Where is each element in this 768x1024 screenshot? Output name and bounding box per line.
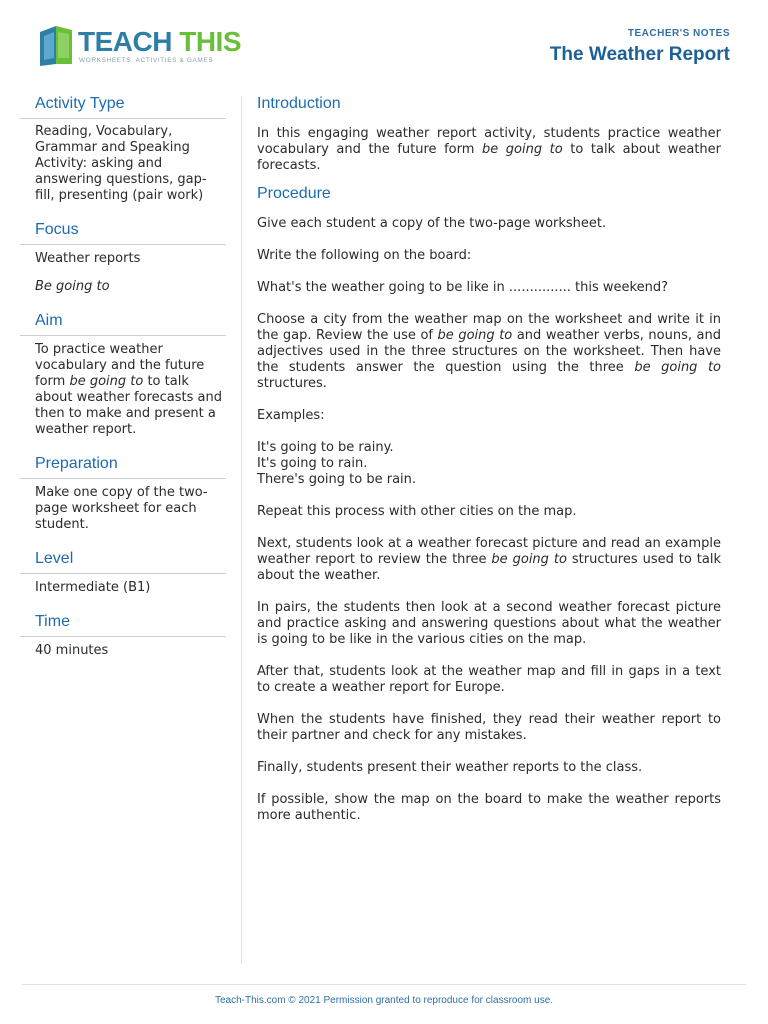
- introduction-text: In this engaging weather report activity, students practice weather vocabulary and the future form be going to to talk about weather forecasts.: [257, 126, 721, 173]
- main-content: [257, 94, 721, 840]
- procedure-paragraph: If possible, show the map on the board to make the weather reports more authentic.: [257, 792, 721, 823]
- procedure-paragraph: In pairs, the students then look at a second weather forecast picture and practice asking and answering questions about what the weather is going to be like in the various cities on the map.: [257, 600, 721, 647]
- time-heading: Time: [20, 612, 226, 637]
- activity-type-text: Reading, Vocabulary, Grammar and Speaking Activity: asking and answering questions, gap-fill, presenting (pair work): [35, 124, 207, 203]
- procedure-paragraph: After that, students look at the weather map and fill in gaps in a text to create a weather report for Europe.: [257, 664, 721, 695]
- aim-text: To practice weather vocabulary and the future form be going to to talk about weather forecasts and then to make and present a weather report.: [35, 342, 222, 437]
- procedure-heading: Procedure: [257, 185, 331, 202]
- example-sentence: It's going to rain.: [257, 456, 368, 471]
- board-question: What's the weather going to be like in ............... this weekend?: [257, 280, 668, 295]
- procedure-paragraph: Next, students look at a weather forecast picture and read an example weather report to review the three be going to structures used to talk about the weather.: [257, 536, 721, 583]
- preparation-heading: Preparation: [20, 454, 226, 479]
- focus-heading: Focus: [20, 220, 226, 245]
- procedure-paragraph: Repeat this process with other cities on the map.: [257, 504, 577, 519]
- time-section: [20, 612, 226, 659]
- procedure-paragraph: Finally, students present their weather reports to the class.: [257, 760, 643, 775]
- procedure-paragraph: Write the following on the board:: [257, 248, 472, 263]
- logo-wordmark: [78, 26, 241, 58]
- logo-tagline: WORKSHEETS, ACTIVITIES & GAMES: [79, 57, 214, 64]
- focus-item: Be going to: [35, 279, 110, 294]
- sidebar: [20, 94, 226, 675]
- procedure-paragraph: Give each student a copy of the two-page worksheet.: [257, 216, 607, 231]
- page-title: The Weather Report: [549, 44, 730, 65]
- focus-section: [20, 220, 226, 295]
- level-section: [20, 549, 226, 596]
- examples-label: Examples:: [257, 408, 325, 423]
- focus-item: Weather reports: [35, 251, 141, 266]
- level-heading: Level: [20, 549, 226, 574]
- preparation-text: Make one copy of the two-page worksheet for each student.: [35, 485, 208, 532]
- activity-type-section: [20, 94, 226, 204]
- example-sentence: There's going to be rain.: [257, 472, 417, 487]
- time-text: 40 minutes: [35, 643, 109, 658]
- teachers-notes-label: TEACHER'S NOTES: [627, 28, 730, 39]
- footer-divider: [22, 984, 746, 985]
- example-sentence: It's going to be rainy.: [257, 440, 394, 455]
- level-text: Intermediate (B1): [35, 580, 151, 595]
- preparation-section: [20, 454, 226, 533]
- logo-word-this: THIS: [179, 26, 242, 57]
- procedure-paragraph: When the students have finished, they read their weather report to their partner and check for any mistakes.: [257, 712, 721, 743]
- introduction-heading: Introduction: [257, 95, 341, 112]
- aim-heading: Aim: [20, 311, 226, 336]
- book-icon: [36, 24, 76, 68]
- footer-copyright: Teach-This.com © 2021 Permission granted to reproduce for classroom use.: [214, 995, 554, 1006]
- procedure-paragraph: Choose a city from the weather map on the worksheet and write it in the gap. Review the use of be going to and weather verbs, nouns, and adjectives used in the three structures on the worksheet. Then have the students answer the question using the three be going to structures.: [257, 312, 722, 391]
- activity-type-heading: Activity Type: [20, 94, 226, 119]
- aim-section: [20, 311, 226, 438]
- column-divider: [241, 96, 242, 964]
- logo-word-teach: TEACH: [78, 26, 172, 57]
- teach-this-logo: [36, 24, 242, 70]
